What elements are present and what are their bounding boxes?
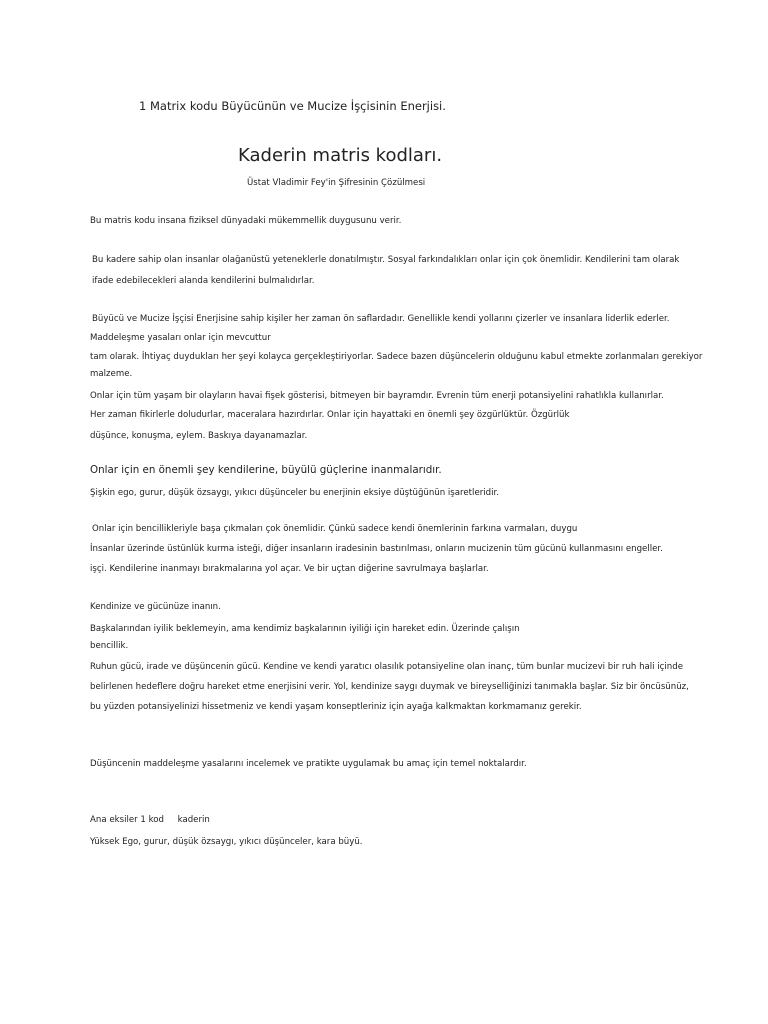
- paragraph-line: bu yüzden potansiyelinizi hissetmeniz ve kendi yaşam konseptleriniz için ayağa kalkmaktan korkmamanız gerekir.: [90, 702, 582, 712]
- paragraph-line: Onlar için bencillikleriyle başa çıkmaları çok önemlidir. Çünkü sadece kendi önemlerinin farkına varmaları, duygu: [92, 524, 578, 534]
- paragraph-line: Şişkin ego, gurur, düşük özsaygı, yıkıcı düşünceler bu enerjinin eksiye düştüğünün işaretleridir.: [90, 488, 499, 498]
- paragraph-line: İnsanlar üzerinde üstünlük kurma isteği, diğer insanların iradesinin bastırılması, onların mucizenin tüm gücünü kullanmasını engeller.: [90, 544, 663, 554]
- paragraph-line: belirlenen hedeflere doğru hareket etme enerjisini verir. Yol, kendinize saygı duymak ve bireyselliğinizi tanımakla başlar. Siz bir öncüsünüz,: [90, 682, 689, 692]
- paragraph-line: düşünce, konuşma, eylem. Baskıya dayanamazlar.: [90, 431, 308, 441]
- paragraph-line: bencillik.: [90, 641, 129, 651]
- page-title: Kaderin matris kodları.: [238, 145, 443, 166]
- paragraph-line: ifade edebilecekleri alanda kendilerini bulmalıdırlar.: [92, 276, 315, 286]
- paragraph-line: malzeme.: [90, 369, 133, 379]
- paragraph-line: işçi. Kendilerine inanmayı bırakmalarına yol açar. Ve bir uçtan diğerine savrulmaya başlarlar.: [90, 564, 489, 574]
- paragraph-line: Kendinize ve gücünüze inanın.: [90, 602, 221, 612]
- header-line: 1 Matrix kodu Büyücünün ve Mucize İşçisinin Enerjisi.: [139, 99, 446, 113]
- paragraph-line: Maddeleşme yasaları onlar için mevcuttur: [90, 333, 271, 343]
- paragraph-line: Başkalarından iyilik beklemeyin, ama kendimiz başkalarının iyiliği için hareket edin. Üzerinde çalışın: [90, 624, 520, 634]
- list-header: Ana eksiler 1 kod kaderin: [90, 815, 210, 825]
- paragraph-line: Düşüncenin maddeleşme yasalarını incelemek ve pratikte uygulamak bu amaç için temel noktalardır.: [90, 759, 527, 769]
- paragraph-line: Bu kadere sahip olan insanlar olağanüstü yeteneklerle donatılmıştır. Sosyal farkındalıkları onlar için çok önemlidir. Kendilerini tam olarak: [92, 255, 680, 265]
- page-subtitle: Üstat Vladimir Fey'in Şifresinin Çözülmesi: [247, 178, 426, 188]
- paragraph-line: Onlar için tüm yaşam bir olayların havai fişek gösterisi, bitmeyen bir bayramdır. Evrenin tüm enerji potansiyelini rahatlıkla kullanırlar.: [90, 391, 664, 401]
- paragraph-line: Büyücü ve Mucize İşçisi Enerjisine sahip kişiler her zaman ön saflardadır. Genellikle kendi yollarını çizerler ve insanlara liderlik ederler.: [92, 314, 670, 324]
- emphasis-line: Onlar için en önemli şey kendilerine, büyülü güçlerine inanmalarıdır.: [90, 464, 442, 476]
- intro-line: Bu matris kodu insana fiziksel dünyadaki mükemmellik duygusunu verir.: [90, 216, 402, 226]
- paragraph-line: Ruhun gücü, irade ve düşüncenin gücü. Kendine ve kendi yaratıcı olasılık potansiyeline olan inanç, tüm bunlar mucizevi bir ruh hali içinde: [90, 662, 683, 672]
- list-item: Yüksek Ego, gurur, düşük özsaygı, yıkıcı düşünceler, kara büyü.: [90, 837, 363, 847]
- paragraph-line: Her zaman fikirlerle doludurlar, maceralara hazırdırlar. Onlar için hayattaki en önemli şey özgürlüktür. Özgürlük: [90, 410, 570, 420]
- paragraph-line: tam olarak. İhtiyaç duydukları her şeyi kolayca gerçekleştiriyorlar. Sadece bazen düşüncelerin olduğunu kabul etmekte zorlanmaları gerekiyor: [90, 352, 703, 362]
